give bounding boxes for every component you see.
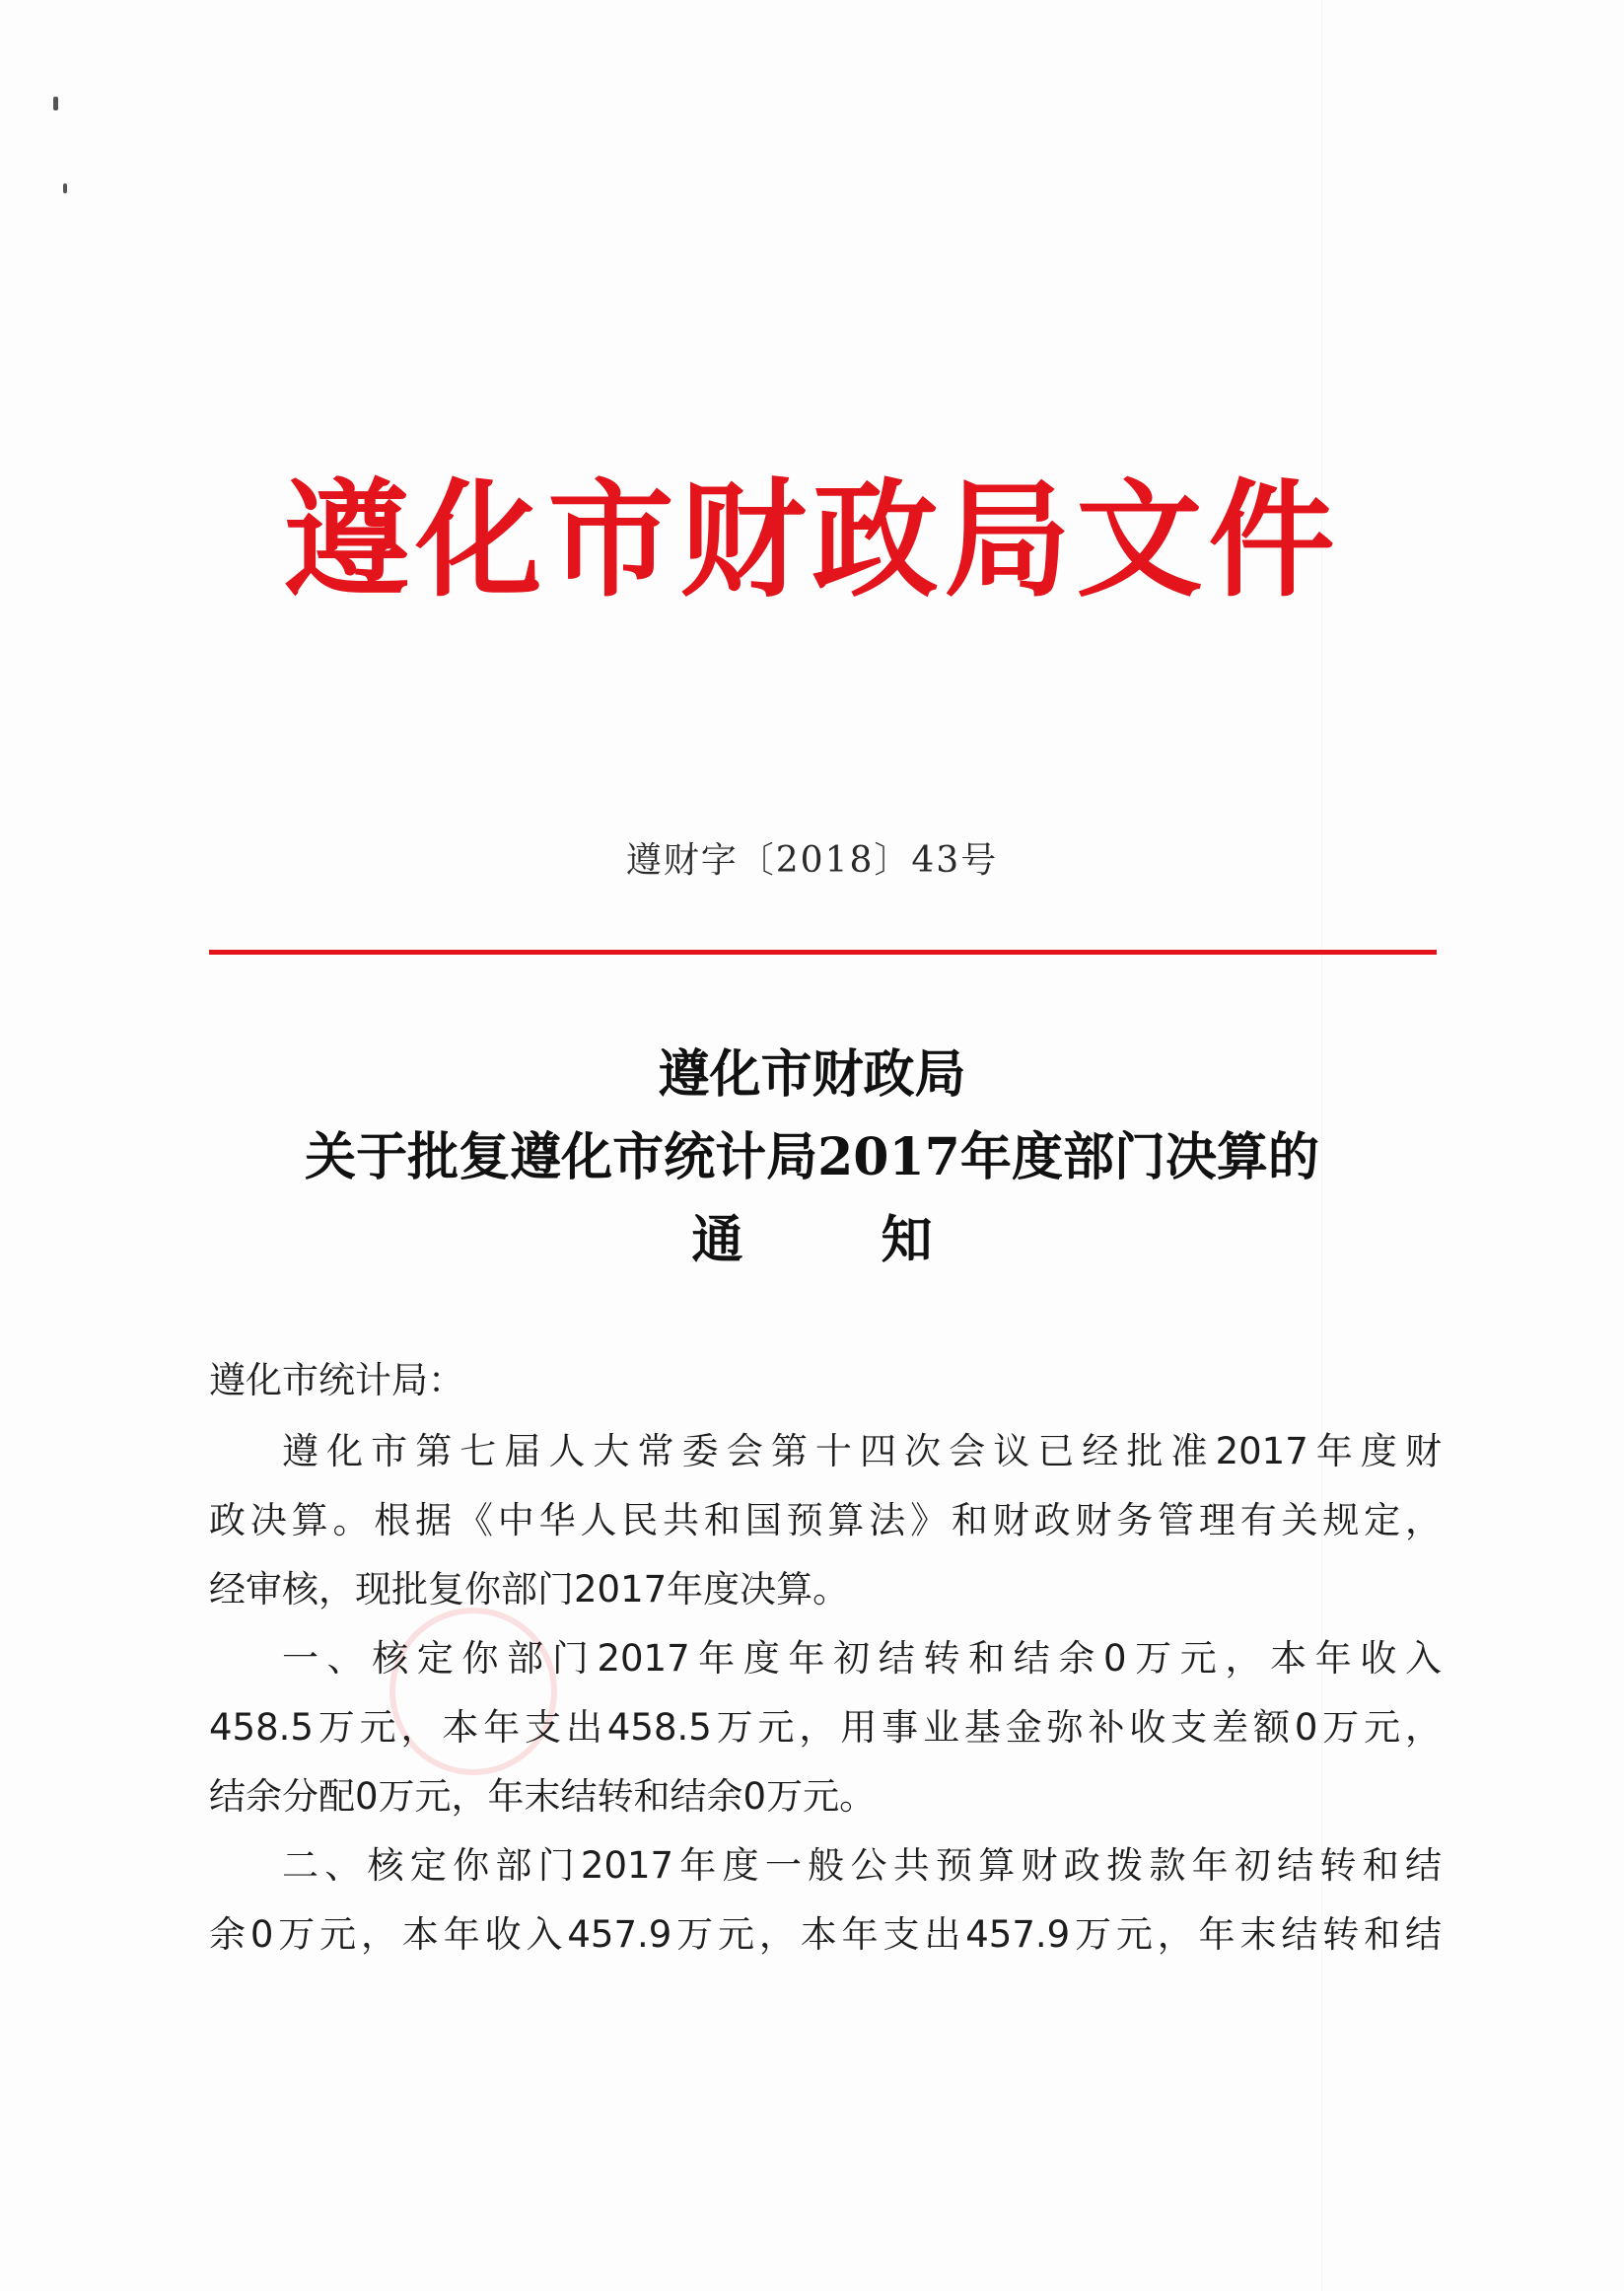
document-number: 遵财字〔2018〕43号 [625,840,999,881]
body-line: 经审核，现批复你部门2017年度决算。 [209,1568,850,1611]
red-header-title: 遵化市财政局文件 [283,466,1341,614]
title-line-1: 遵化市财政局 [658,1044,966,1105]
body-line: 结余分配0万元，年末结转和结余0万元。 [209,1775,877,1818]
body-line: 余0万元，本年收入457.9万元，本年支出457.9万元，年末结转和结 [209,1913,1442,1956]
body-line: 遵化市第七届人大常委会第十四次会议已经批准2017年度财 [282,1430,1442,1472]
scan-mark [63,183,67,193]
title-line-3 [0,1199,1624,1282]
title-line-2: 关于批复遵化市统计局2017年度部门决算的 [305,1127,1319,1187]
notice-title [0,1034,1624,1282]
title-char-zhi: 知 [881,1210,933,1270]
body-line: 458.5万元，本年支出458.5万元，用事业基金弥补收支差额0万元， [209,1706,1442,1749]
body-line: 二、核定你部门2017年度一般公共预算财政拨款年初结转和结 [282,1844,1442,1887]
body-line: 政决算。根据《中华人民共和国预算法》和财政财务管理有关规定， [209,1499,1442,1541]
notice-body [209,1348,1442,1969]
title-char-tong: 通 [691,1210,743,1270]
red-separator-line [209,950,1437,955]
body-line: 一、核定你部门2017年度年初结转和结余0万元，本年收入 [282,1637,1442,1680]
scan-mark [53,97,58,110]
salutation: 遵化市统计局： [209,1359,464,1401]
